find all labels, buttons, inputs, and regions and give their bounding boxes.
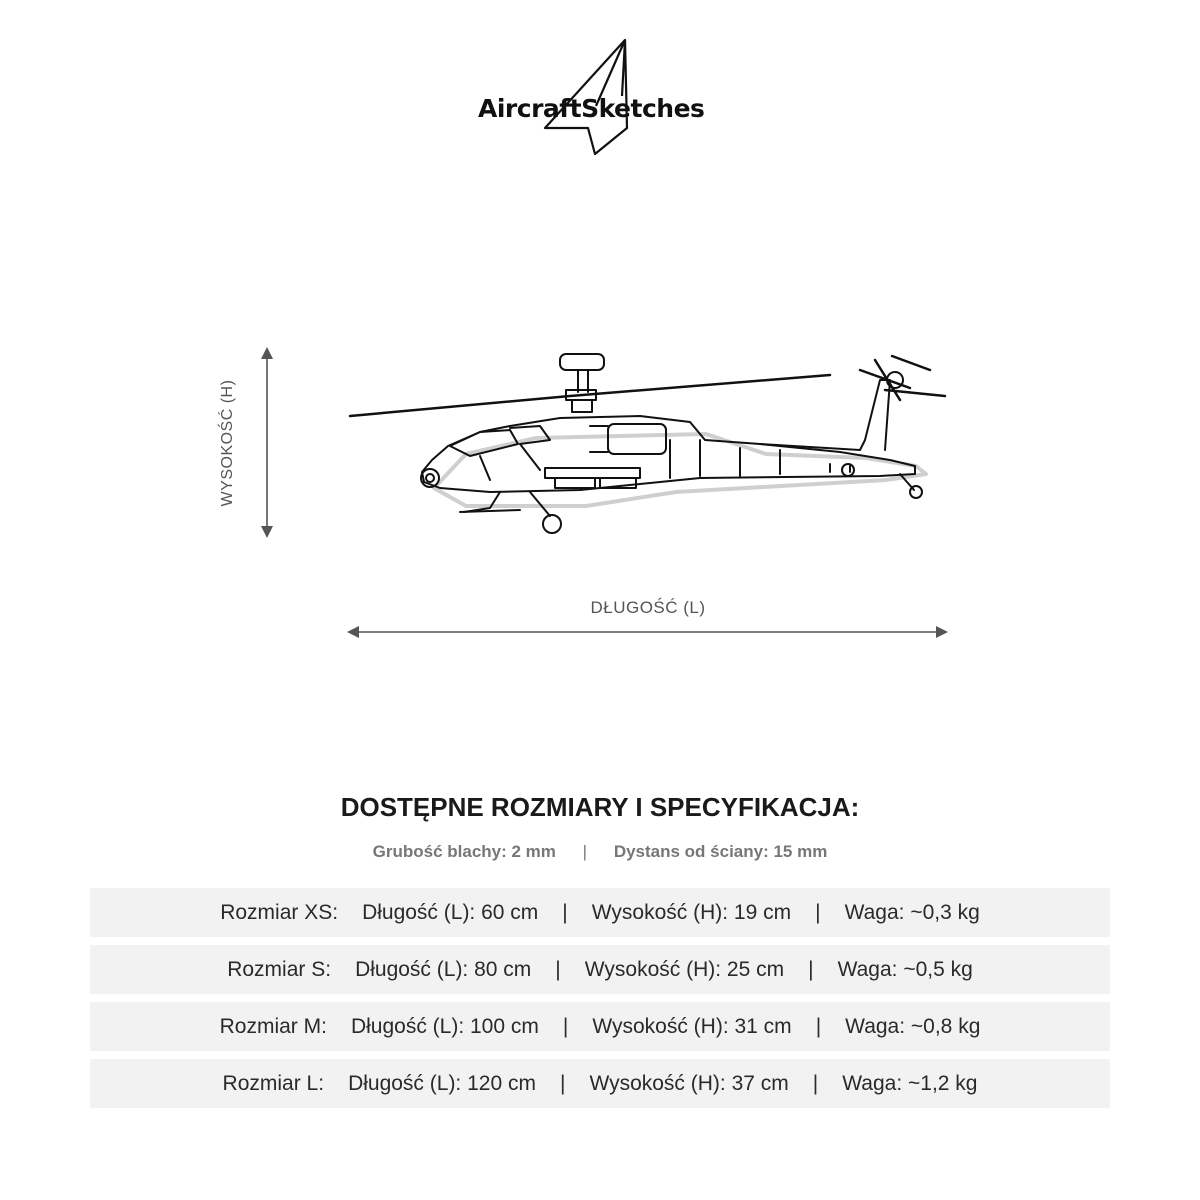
spec-title: DOSTĘPNE ROZMIARY I SPECYFIKACJA: <box>340 792 860 822</box>
separator: | <box>815 1014 822 1038</box>
size-table <box>90 888 1110 1116</box>
spec-subtitle <box>0 842 1200 862</box>
size-weight: Waga: ~0,8 kg <box>845 1014 981 1038</box>
brand-logo <box>470 36 730 158</box>
height-dimension-arrow <box>255 345 279 540</box>
size-length: Długość (L): 60 cm <box>362 900 539 924</box>
size-weight: Waga: ~1,2 kg <box>842 1071 978 1095</box>
separator: | <box>812 1071 819 1095</box>
length-dimension-arrow <box>345 622 950 642</box>
separator: | <box>555 957 561 981</box>
size-name: Rozmiar L: <box>222 1071 325 1095</box>
size-weight: Waga: ~0,3 kg <box>844 900 980 924</box>
separator: | <box>559 1071 566 1095</box>
size-length: Długość (L): 100 cm <box>350 1014 539 1038</box>
wall-distance: Dystans od ściany: 15 mm <box>613 842 828 861</box>
separator: | <box>808 957 814 981</box>
size-height: Wysokość (H): 25 cm <box>584 957 785 981</box>
helicopter-silhouette-icon <box>340 340 960 550</box>
separator: | <box>815 900 821 924</box>
separator: | <box>562 1014 569 1038</box>
length-label: DŁUGOŚĆ (L) <box>590 598 706 617</box>
size-name: Rozmiar XS: <box>220 900 339 924</box>
size-weight: Waga: ~0,5 kg <box>837 957 973 981</box>
size-length: Długość (L): 120 cm <box>348 1071 536 1095</box>
size-row-l <box>90 1059 1110 1108</box>
logo-text: AircraftSketches <box>478 94 705 123</box>
size-row-xs <box>90 888 1110 937</box>
size-name: Rozmiar S: <box>227 957 332 981</box>
size-name: Rozmiar M: <box>219 1014 327 1038</box>
size-row-s <box>90 945 1110 994</box>
separator: | <box>562 900 568 924</box>
separator: | <box>582 842 588 861</box>
sheet-thickness: Grubość blachy: 2 mm <box>372 842 556 861</box>
size-height: Wysokość (H): 31 cm <box>592 1014 792 1038</box>
size-height: Wysokość (H): 37 cm <box>589 1071 789 1095</box>
size-row-m <box>90 1002 1110 1051</box>
height-label: WYSOKOŚĆ (H) <box>219 379 236 507</box>
size-length: Długość (L): 80 cm <box>355 957 532 981</box>
size-height: Wysokość (H): 19 cm <box>591 900 792 924</box>
